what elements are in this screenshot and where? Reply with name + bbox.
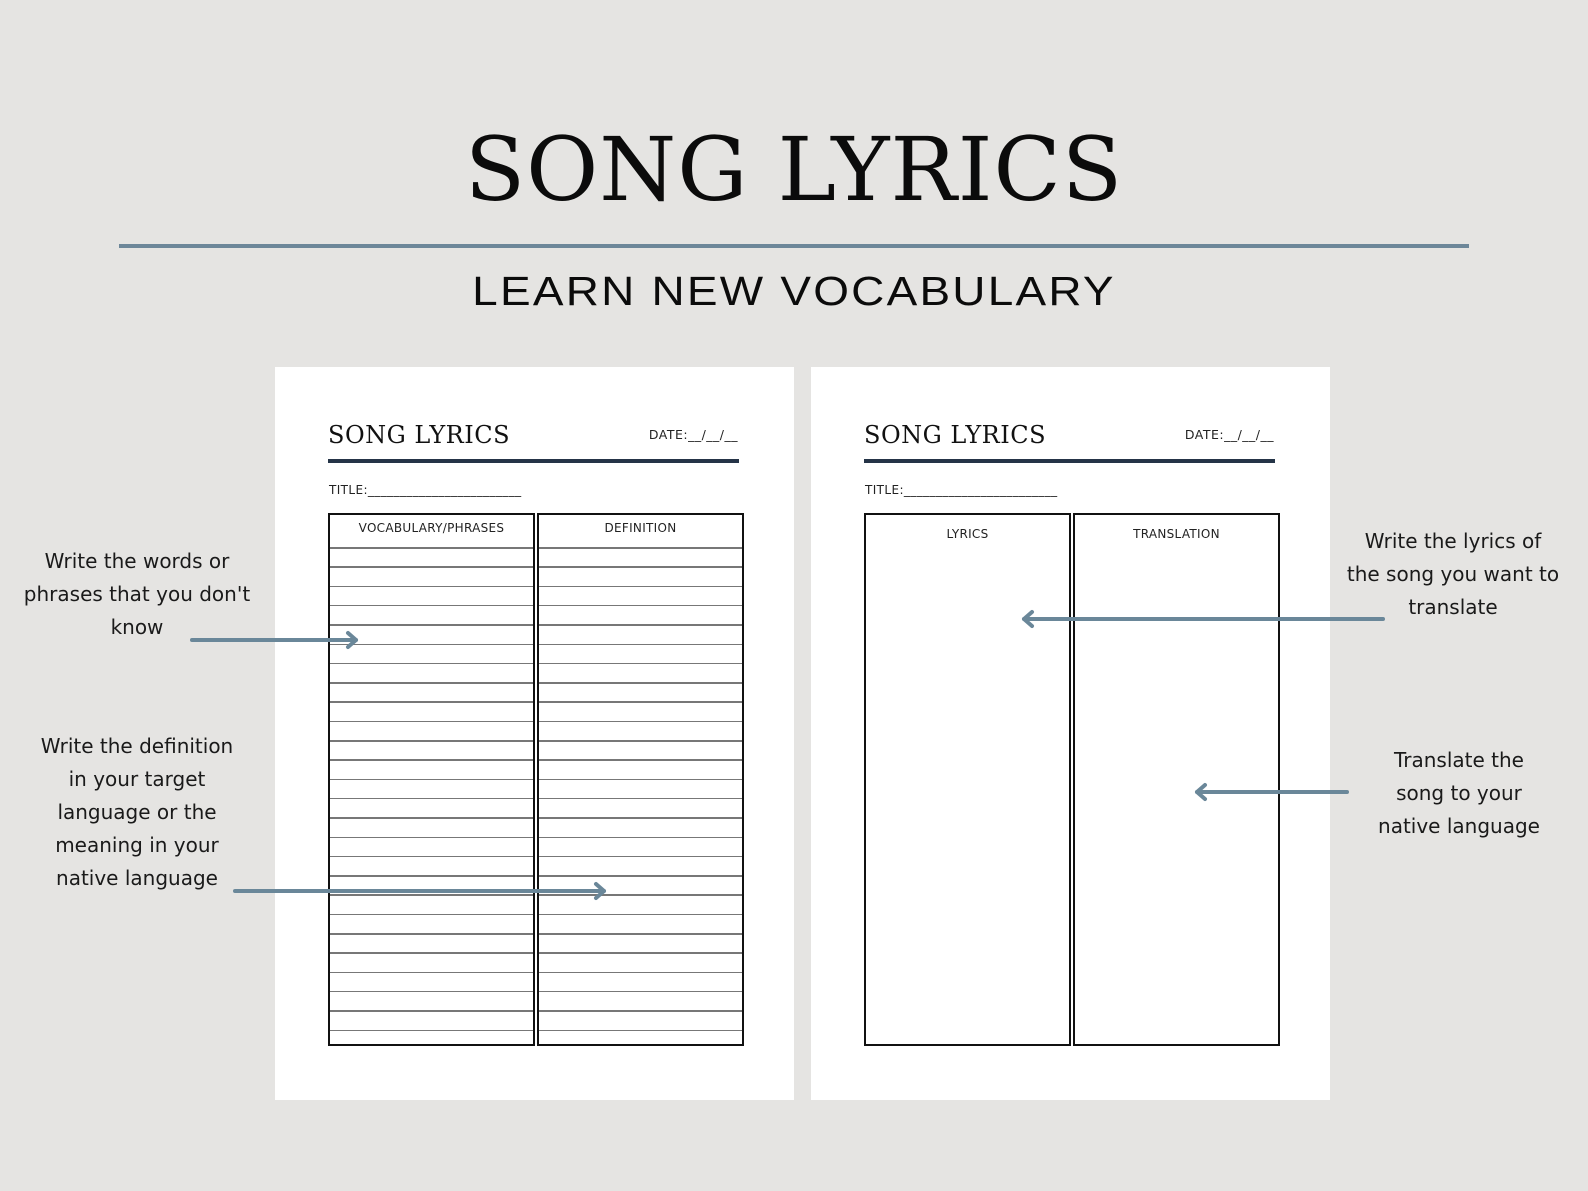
date-field: DATE:__/__/__ xyxy=(1184,427,1274,442)
subtitle: LEARN NEW VOCABULARY xyxy=(472,268,1116,314)
annotation-line: song to your xyxy=(1396,781,1522,805)
annotation-line: the song you want to xyxy=(1346,562,1560,586)
main-title: SONG LYRICS xyxy=(464,118,1124,221)
arrow-right-icon xyxy=(192,633,356,647)
title-field: TITLE:________________________ xyxy=(329,483,522,497)
annotation-line: in your target xyxy=(68,767,206,791)
annotation-line: Write the words or xyxy=(44,549,230,573)
annotation-line: language or the xyxy=(57,800,217,824)
annotation-line: native language xyxy=(56,866,218,890)
column-header: DEFINITION xyxy=(604,521,677,535)
page-title: SONG LYRICS xyxy=(864,421,1047,449)
arrow-left-icon xyxy=(1197,785,1347,799)
date-field: DATE:__/__/__ xyxy=(648,427,738,442)
arrow-right-icon xyxy=(235,884,604,898)
annotation-line: Translate the xyxy=(1394,748,1524,772)
column-header: TRANSLATION xyxy=(1133,527,1220,541)
annotation-line: Write the definition xyxy=(40,734,234,758)
annotation-line: meaning in your xyxy=(55,833,219,857)
annotation-line: native language xyxy=(1378,814,1540,838)
annotation-line: translate xyxy=(1408,595,1498,619)
arrow-left-icon xyxy=(1024,612,1383,626)
title-field: TITLE:________________________ xyxy=(865,483,1058,497)
page-title: SONG LYRICS xyxy=(328,421,511,449)
annotation-line: phrases that you don't xyxy=(23,582,251,606)
column-header: LYRICS xyxy=(946,527,989,541)
annotation-line: know xyxy=(110,615,164,639)
column-header: VOCABULARY/PHRASES xyxy=(358,521,505,535)
annotation-line: Write the lyrics of xyxy=(1364,529,1542,553)
